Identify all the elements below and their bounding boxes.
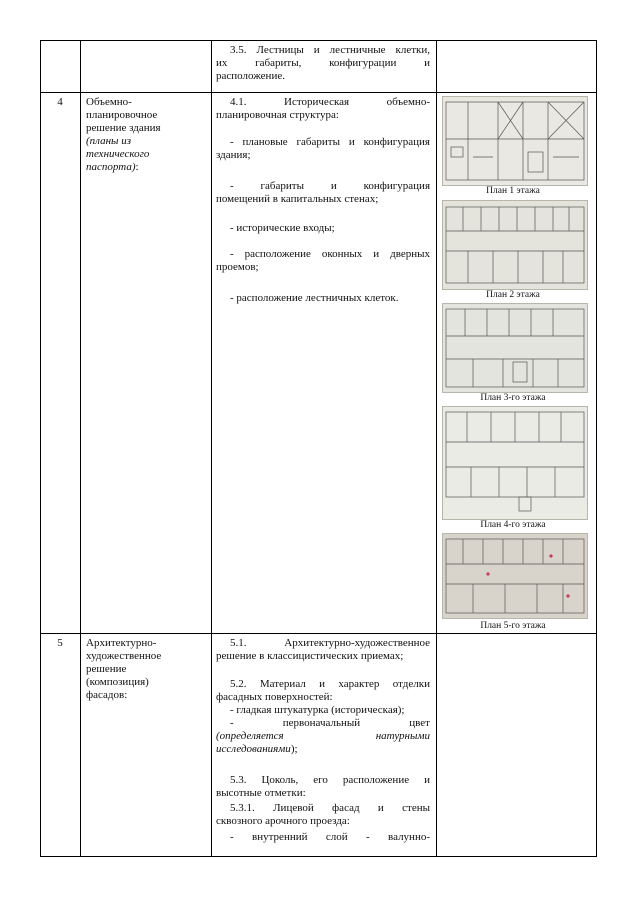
row4-p2-line: - плановые габариты и конфигурация <box>230 136 430 148</box>
table-top-border <box>40 40 597 41</box>
floor-plan-4-caption: План 4-го этажа <box>480 520 546 530</box>
row4-number: 4 <box>57 96 63 108</box>
row5-p2-line: 5.2. Материал и характер отделки <box>230 678 430 690</box>
floor-plan-4-image <box>442 406 588 520</box>
row-divider <box>40 633 597 634</box>
table-right-border <box>596 40 597 857</box>
row5-p2-italic-text: исследованиями <box>216 743 291 755</box>
row5-p2-item: - первоначальный цвет <box>230 717 430 729</box>
row5-number: 5 <box>57 637 63 649</box>
floor-plan-3-caption: План 3-го этажа <box>480 393 546 403</box>
row4-p1-line: 4.1. Историческая объемно- <box>230 96 430 108</box>
row5-p2-tail: ); <box>290 743 298 755</box>
row5-title-line: художественное <box>86 650 162 662</box>
row5-p4-line: сквозного арочного проезда: <box>216 815 350 827</box>
row5-p1-line: 5.1. Архитектурно-художественное <box>230 637 430 649</box>
column-divider <box>80 40 81 857</box>
floor-plan-1-image <box>442 96 588 186</box>
row5-p2-item: - гладкая штукатурка (историческая); <box>230 704 405 716</box>
column-divider <box>436 40 437 857</box>
row5-p3-line: 5.3. Цоколь, его расположение и <box>230 774 430 786</box>
row4-title-italic-text: паспорта) <box>86 161 136 173</box>
row4-p5-line: проемов; <box>216 261 259 273</box>
row5-title-line: (композиция) <box>86 676 149 688</box>
floor-plan-3-image <box>442 303 588 393</box>
floor-plan-4-icon <box>443 407 587 519</box>
row4-title-line: Объемно- <box>86 96 132 108</box>
floor-plan-1-caption: План 1 этажа <box>486 186 540 196</box>
row4-p3-line: помещений в капитальных стенах; <box>216 193 379 205</box>
table-left-border <box>40 40 41 857</box>
row5-title-line: Архитектурно- <box>86 637 157 649</box>
row5-p2-line: фасадных поверхностей: <box>216 691 333 703</box>
floor-plan-5-icon <box>443 534 587 618</box>
row4-title-italic-line: (планы из <box>86 135 132 147</box>
column-divider <box>211 40 212 857</box>
floor-plan-5-caption: План 5-го этажа <box>480 621 546 631</box>
floor-plan-2-icon <box>443 201 587 289</box>
row5-title-line: решение <box>86 663 127 675</box>
row5-p1-line: решение в классицистических приемах; <box>216 650 404 662</box>
row4-p5-line: - расположение оконных и дверных <box>230 248 430 260</box>
row4-title-line: решение здания <box>86 122 161 134</box>
row5-p2-italic: (определяется натурными <box>216 730 430 742</box>
floor-plan-3-icon <box>443 304 587 392</box>
row5-p3-line: высотные отметки: <box>216 787 306 799</box>
row5-p5: - внутренний слой - валунно- <box>230 831 430 843</box>
floor-plan-2-image <box>442 200 588 290</box>
row3-content-line: расположение. <box>216 70 285 82</box>
row4-p3-line: - габариты и конфигурация <box>230 180 430 192</box>
row5-p2-italic-end <box>216 743 298 755</box>
row3-content-line: их габариты, конфигурации и <box>216 57 430 69</box>
row-divider <box>40 92 597 93</box>
row4-p6: - расположение лестничных клеток. <box>230 292 399 304</box>
row4-title-italic-line: технического <box>86 148 150 160</box>
row4-title-colon: : <box>135 161 139 173</box>
floor-plan-5-image <box>442 533 588 619</box>
row5-p4-line: 5.3.1. Лицевой фасад и стены <box>230 802 430 814</box>
floor-plan-2-caption: План 2 этажа <box>486 290 540 300</box>
table-bottom-border <box>40 856 597 857</box>
row5-title-line: фасадов: <box>86 689 128 701</box>
row4-title-line: планировочное <box>86 109 158 121</box>
row4-title-italic-line <box>86 161 139 173</box>
row4-p4: - исторические входы; <box>230 222 335 234</box>
row3-content-line: 3.5. Лестницы и лестничные клетки, <box>230 44 430 56</box>
floor-plan-1-icon <box>443 97 587 185</box>
row4-p1-line: планировочная структура: <box>216 109 339 121</box>
row4-p2-line: здания; <box>216 149 251 161</box>
